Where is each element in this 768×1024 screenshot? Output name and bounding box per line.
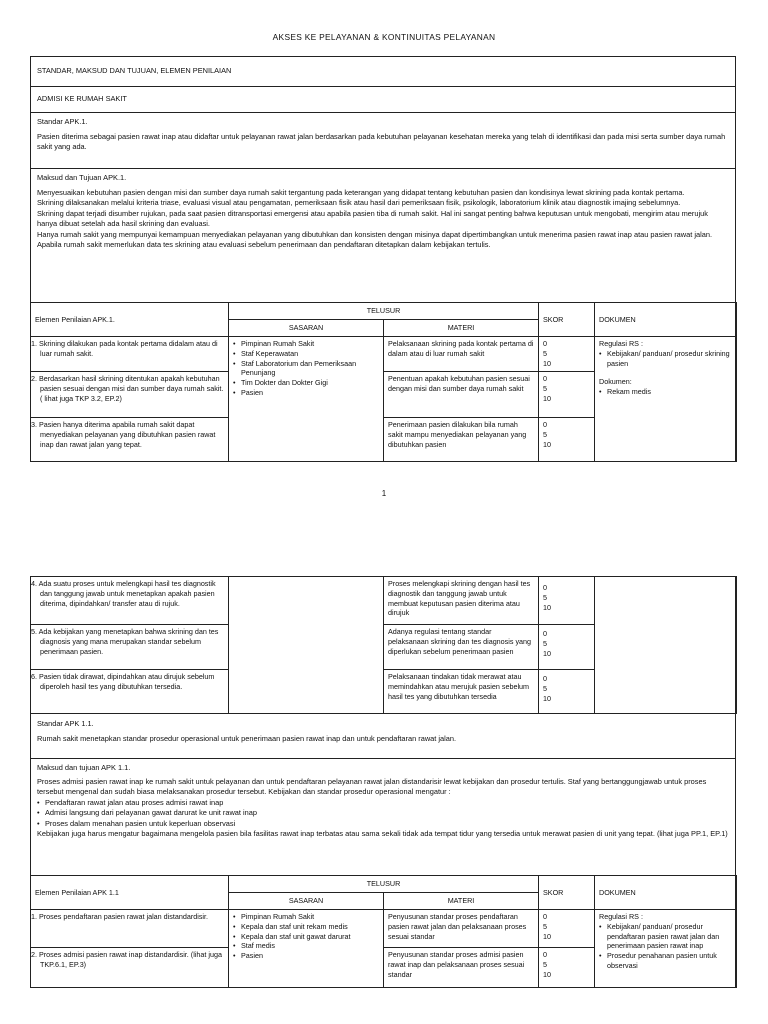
sasaran-item: • Tim Dokter dan Dokter Gigi — [233, 378, 379, 388]
assessment-table-2 — [30, 576, 737, 714]
materi-cell: Pelaksanaan skrining pada kontak pertama di dalam atau di luar rumah sakit — [384, 337, 539, 372]
standard-text: Pasien diterima sebagai pasien rawat inap atau didaftar untuk pelayanan rawat jalan berdasarkan pada kebutuhan pelayanan kesehatan mereka yang telah di identifikasi dan pada misi serta sumber daya rumah sakit yang ada. — [37, 131, 726, 152]
element-item: 2. Berdasarkan hasil skrining ditentukan apakah kebutuhan pasien sesuai dengan misi dan sumber daya rumah sakit. ( lihat juga TKP 3.2, EP.2) — [31, 372, 229, 418]
score-value: 10 — [543, 931, 551, 941]
regulasi-label: Regulasi RS : — [599, 339, 643, 348]
score-value: 0 — [543, 629, 547, 638]
purpose-intro: Proses admisi pasien rawat inap ke rumah sakit untuk pelayanan dan untuk pendaftaran pelayanan rawat jalan distandarisir lewat kebijakan dan prosedur tertulis. Staf yang bertanggungjawab untuk proses tersebut mengenal dan sudah biasa melaksanakan prosedur tersebut. Kebijakan dan standar prosedur operasional mengatur : — [37, 776, 707, 797]
dokumen-label: Dokumen: — [599, 377, 632, 387]
score-value: 5 — [543, 959, 547, 969]
score-value: 10 — [543, 358, 551, 368]
dokumen-cell — [595, 910, 737, 988]
assessment-table-1 — [30, 302, 737, 462]
sasaran-item: • Pasien — [233, 951, 379, 961]
score-value: 5 — [543, 429, 547, 439]
purpose-apk1 — [31, 169, 735, 303]
element-item: 4. Ada suatu proses untuk melengkapi hasil tes diagnostik dan tanggung jawab untuk menetapkan apakah pasien diterima, dipindahkan/ transfer atau di rujuk. — [31, 577, 229, 625]
score-cell — [539, 577, 595, 625]
standard-apk11 — [31, 713, 735, 759]
sasaran-header: SASARAN — [229, 893, 384, 910]
materi-cell: Penyusunan standar proses admisi pasien rawat inap dan pelaksanaan proses sesuai standar — [384, 948, 539, 988]
standard-text: Rumah sakit menetapkan standar prosedur operasional untuk penerimaan pasien rawat inap dan untuk pendaftaran rawat jalan. — [37, 733, 457, 743]
subsection-title: ADMISI KE RUMAH SAKIT — [37, 94, 127, 103]
regulasi-item: • Prosedur penahanan pasien untuk observasi — [599, 951, 732, 971]
materi-cell: Penerimaan pasien dilakukan bila rumah sakit mampu menyediakan pelayanan yang dibutuhkan pasien — [384, 418, 539, 462]
score-cell — [539, 948, 595, 988]
score-cell — [539, 910, 595, 948]
doc-title: AKSES KE PELAYANAN & KONTINUITAS PELAYANAN — [272, 32, 496, 42]
score-value: 0 — [543, 583, 547, 592]
score-value: 0 — [543, 674, 547, 683]
telusur-header: TELUSUR — [229, 303, 539, 320]
element-item: 6. Pasien tidak dirawat, dipindahkan atau dirujuk sebelum diperoleh hasil tes yang dibutuhkan tersedia. — [31, 670, 229, 714]
materi-cell: Proses melengkapi skrining dengan hasil tes diagnostik dan tanggung jawab untuk membuat keputusan pasien diterima atau dirujuk — [384, 577, 539, 625]
score-value: 10 — [543, 693, 551, 703]
section-header: STANDAR, MAKSUD DAN TUJUAN, ELEMEN PENILAIAN — [37, 66, 232, 75]
score-value: 0 — [543, 420, 547, 429]
sasaran-item: • Pimpinan Rumah Sakit — [233, 339, 379, 349]
sasaran-cell — [229, 577, 384, 714]
score-value: 10 — [543, 648, 551, 658]
materi-cell: Pelaksanaan tindakan tidak merawat atau memindahkan atau merujuk pasien sebelum hasil tes yang dibutuhkan tersedia — [384, 670, 539, 714]
purpose-bullet: • Proses dalam menahan pasien untuk keperluan observasi — [37, 819, 729, 830]
purpose-paragraph: Menyesuaikan kebutuhan pasien dengan misi dan sumber daya rumah sakit tergantung pada keterangan yang didapat tentang kebutuhan pasien dan kondisinya lewat skrining pada kontak pertama. — [37, 187, 685, 197]
sasaran-item: • Pasien — [233, 388, 379, 398]
sasaran-cell — [229, 337, 384, 462]
purpose-paragraph: Skrining dilaksanakan melalui kriteria triase, evaluasi visual atau pengamatan, pemeriksaan fisik atau hasil dari pemeriksaan fisik, psikologik, laboratorium klinik atau diagnostik imajing sebelumnya. — [37, 198, 681, 208]
purpose-bullet: • Pendaftaran rawat jalan atau proses admisi rawat inap — [37, 798, 729, 809]
sasaran-item: • Staf Keperawatan — [233, 349, 379, 359]
element-item: 3. Pasien hanya diterima apabila rumah sakit dapat menyediakan pelayanan yang dibutuhkan pasien rawat inap dan rawat jalan yang tepat. — [31, 418, 229, 462]
score-cell — [539, 670, 595, 714]
dokumen-header: DOKUMEN — [595, 303, 737, 337]
element-item: 1. Skrining dilakukan pada kontak pertama didalam atau di luar rumah sakit. — [31, 337, 229, 372]
materi-header: MATERI — [384, 893, 539, 910]
score-value: 5 — [543, 383, 547, 393]
purpose-bullet: • Admisi langsung dari pelayanan gawat darurat ke unit rawat inap — [37, 808, 729, 819]
score-value: 5 — [543, 348, 547, 358]
section-header-row — [31, 57, 735, 87]
regulasi-label: Regulasi RS : — [599, 912, 643, 921]
element-item: 5. Ada kebijakan yang menetapkan bahwa skrining dan tes diagnosis yang mana merupakan standar sebelum penerimaan pasien. — [31, 625, 229, 670]
assessment-table-3 — [30, 875, 737, 988]
regulasi-item: • Kebijakan/ panduan/ prosedur pendaftaran pasien rawat jalan dan penerimaan pasien rawat inap — [599, 922, 732, 951]
sasaran-item: • Pimpinan Rumah Sakit — [233, 912, 379, 922]
dokumen-cell — [595, 577, 737, 714]
materi-cell: Penentuan apakah kebutuhan pasien sesuai dengan misi dan sumber daya rumah sakit — [384, 372, 539, 418]
score-value: 0 — [543, 950, 547, 959]
score-value: 5 — [543, 683, 547, 693]
purpose-paragraph: Hanya rumah sakit yang mempunyai kemampuan menyediakan pelayanan yang dibutuhkan dan konsisten dengan misinya dapat dipertimbangkan untuk menerima pasien rawat inap atau pasien rawat jalan. — [37, 229, 713, 239]
dokumen-item: • Rekam medis — [599, 387, 732, 397]
purpose-apk11 — [31, 759, 735, 876]
sasaran-item: • Kepala dan staf unit gawat darurat — [233, 932, 379, 942]
score-value: 0 — [543, 339, 547, 348]
standard-heading: Standar APK 1.1. — [37, 719, 94, 728]
subsection-row — [31, 87, 735, 113]
standard-heading: Standar APK.1. — [37, 117, 88, 126]
purpose-outro: Kebijakan juga harus mengatur bagaimana mengelola pasien bila fasilitas rawat inap terbatas atau sama sekali tidak ada tempat tidur yang tersedia untuk merawat pasien di unit yang tepat. (lihat juga PP.1, EP.1) — [37, 829, 728, 839]
score-cell — [539, 625, 595, 670]
telusur-header: TELUSUR — [229, 876, 539, 893]
sasaran-cell — [229, 910, 384, 988]
dokumen-cell — [595, 337, 737, 462]
purpose-paragraph: Skrining dapat terjadi disumber rujukan, pada saat pasien ditransportasi emergensi atau apabila pasien tiba di rumah sakit. Hal ini sangat penting bahwa keputusan untuk mengobati, mengirim atau merujuk hanya dibuat setelah ada hasil skrining dan evaluasi. — [37, 208, 708, 229]
ep-label: Elemen Penilaian APK 1.1 — [31, 876, 229, 910]
score-value: 0 — [543, 912, 547, 921]
sasaran-item: • Kepala dan staf unit rekam medis — [233, 922, 379, 932]
element-item: 2. Proses admisi pasien rawat inap distandardisir. (lihat juga TKP.6.1, EP.3) — [31, 948, 229, 988]
score-cell — [539, 372, 595, 418]
sasaran-item: • Staf Laboratorium dan Pemeriksaan Penunjang — [233, 359, 379, 379]
page1-box — [30, 56, 736, 462]
materi-cell: Adanya regulasi tentang standar pelaksanaan skrining dan tes diagnosis yang diperlukan sebelum penerimaan pasien — [384, 625, 539, 670]
skor-header: SKOR — [539, 303, 595, 337]
score-value: 10 — [543, 969, 551, 979]
skor-header: SKOR — [539, 876, 595, 910]
element-item: 1. Proses pendaftaran pasien rawat jalan distandardisir. — [31, 910, 229, 948]
standard-apk1 — [31, 113, 735, 169]
ep-label: Elemen Penilaian APK.1. — [31, 303, 229, 337]
purpose-paragraph: Apabila rumah sakit memerlukan data tes skrining atau evaluasi sebelum penerimaan dan pendaftaran ditetapkan dalam kebijakan tertulis. — [37, 240, 491, 250]
sasaran-item: • Staf medis — [233, 941, 379, 951]
score-value: 5 — [543, 921, 547, 931]
score-value: 5 — [543, 638, 547, 648]
score-value: 10 — [543, 602, 551, 612]
score-value: 10 — [543, 439, 551, 449]
score-value: 10 — [543, 393, 551, 403]
page2-box — [30, 576, 736, 988]
score-cell — [539, 418, 595, 462]
score-value: 5 — [543, 592, 547, 602]
materi-cell: Penyusunan standar proses pendaftaran pasien rawat jalan dan pelaksanaan proses sesuai standar — [384, 910, 539, 948]
regulasi-item: • Kebijakan/ panduan/ prosedur skrining pasien — [599, 349, 732, 369]
page-number: 1 — [381, 489, 387, 498]
materi-header: MATERI — [384, 320, 539, 337]
score-cell — [539, 337, 595, 372]
purpose-heading: Maksud dan tujuan APK 1.1. — [37, 763, 131, 772]
sasaran-header: SASARAN — [229, 320, 384, 337]
purpose-heading: Maksud dan Tujuan APK.1. — [37, 173, 127, 182]
score-value: 0 — [543, 374, 547, 383]
dokumen-header: DOKUMEN — [595, 876, 737, 910]
